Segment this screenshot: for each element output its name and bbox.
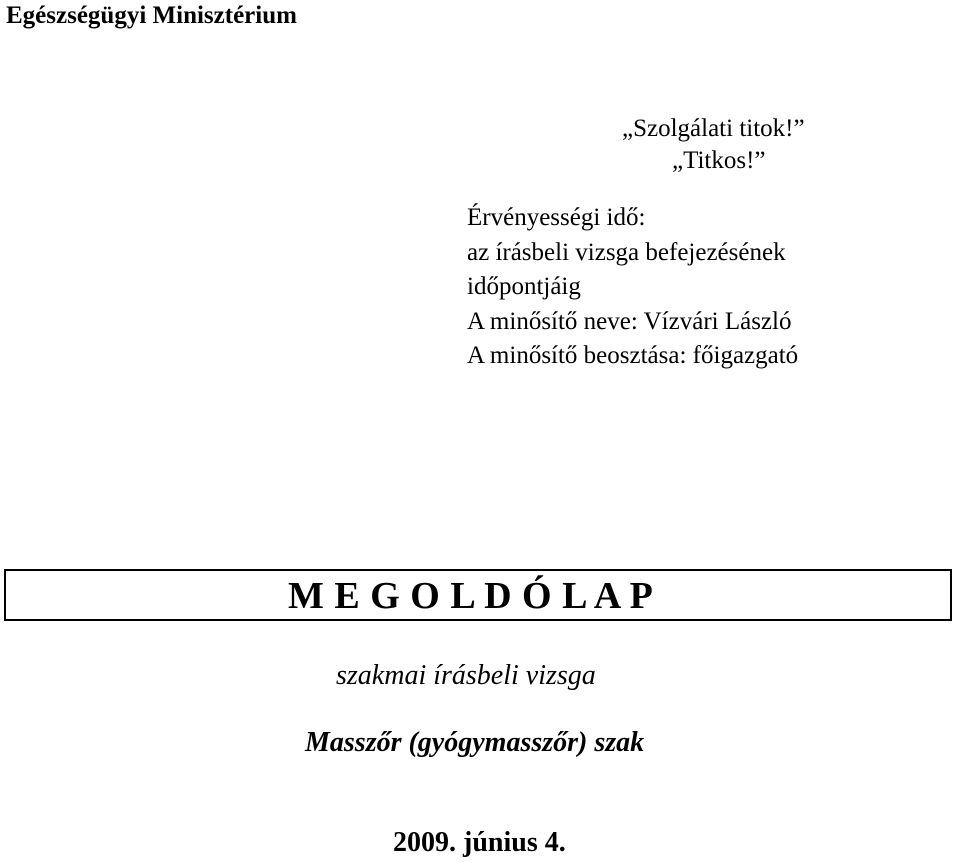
page-title: M E G O L D Ó L A P <box>288 575 654 617</box>
validity-line-2: időpontjáig <box>467 273 581 300</box>
validity-line-1: az írásbeli vizsga befejezésének <box>467 238 786 266</box>
classification-secret: „Titkos!” <box>672 147 766 174</box>
exam-date: 2009. június 4. <box>393 827 566 858</box>
validity-label: Érvényességi idő: <box>467 204 646 231</box>
validity-block <box>467 201 798 374</box>
ministry-name: Egészségügyi Minisztérium <box>6 2 297 29</box>
exam-type: szakmai írásbeli vizsga <box>336 660 596 691</box>
qualifier-name: A minősítő neve: Vízvári László <box>467 307 792 335</box>
classification-secret-service: „Szolgálati titok!” <box>622 115 805 142</box>
title-box <box>4 569 952 621</box>
profession-name: Masszőr (gyógymasszőr) szak <box>305 727 645 758</box>
qualifier-position: A minősítő beosztása: főigazgató <box>467 342 799 369</box>
